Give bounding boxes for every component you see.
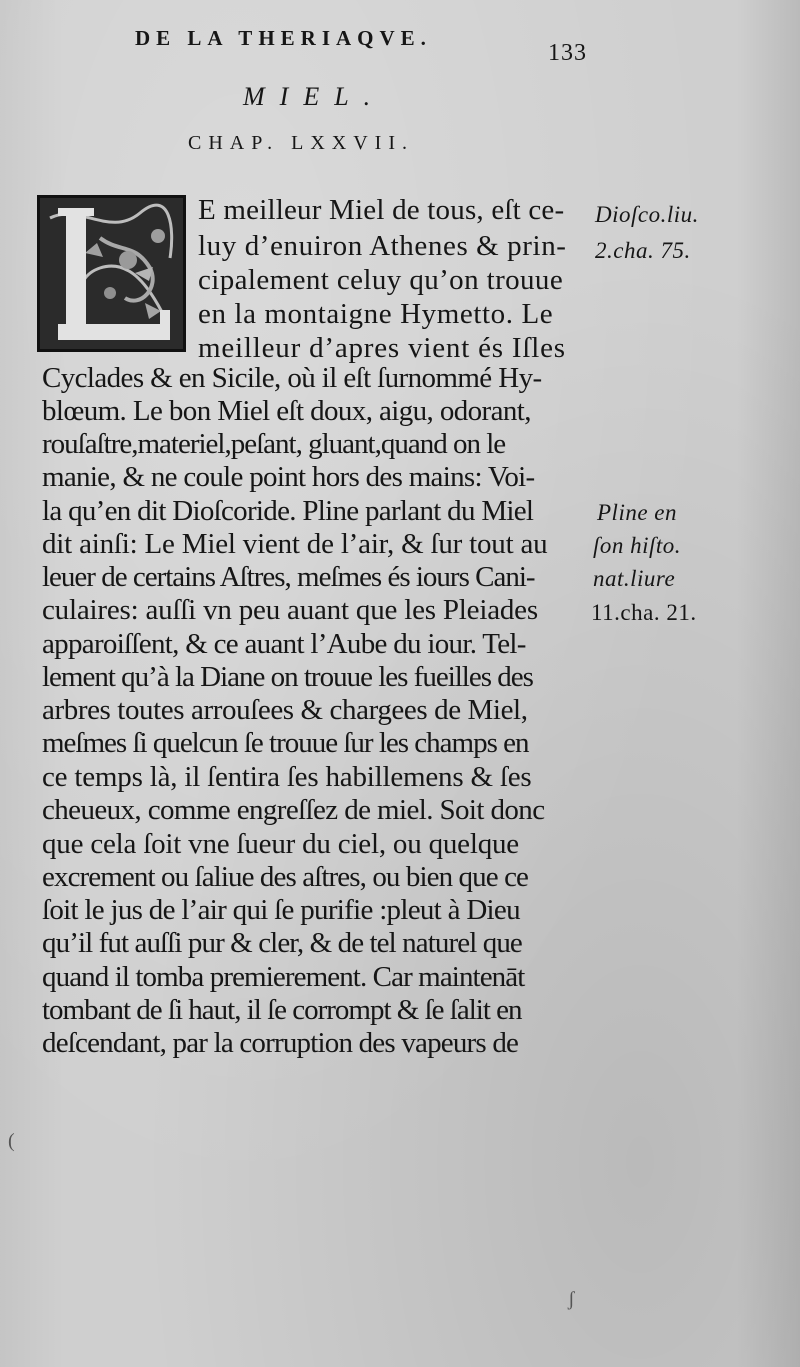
body-line: culaires: auſſi vn peu auant que les Pleiades (42, 594, 538, 626)
ornamental-initial-l (37, 195, 186, 352)
body-line: blœum. Le bon Miel eſt doux, aigu, odorant, (42, 395, 531, 427)
woodcut-ornament (40, 198, 183, 349)
body-line: E meilleur Miel de tous, eſt ce- (198, 194, 565, 226)
body-line: luy d’enuiron Athenes & prin- (198, 230, 567, 262)
marginal-note-pliny: Pline en (597, 500, 677, 525)
marginal-note-pliny: ſon hiſto. (593, 533, 682, 558)
body-line: en la montaigne Hymetto. Le (198, 298, 554, 330)
marginal-note-dioscorides: 2.cha. 75. (595, 238, 691, 263)
body-line: rouſaſtre,materiel,peſant, gluant,quand on le (42, 428, 506, 460)
body-line: ſoit le jus de l’air qui ſe purifie :pleut à Dieu (42, 894, 520, 926)
chapter-heading: CHAP. LXXVII. (188, 132, 414, 154)
body-line: ce temps là, il ſentira ſes habillemens & ſes (42, 761, 532, 793)
body-line: Cyclades & en Sicile, où il eſt ſurnommé Hy- (42, 362, 542, 394)
body-line: lement qu’à la Diane on trouue les fueilles des (42, 661, 533, 693)
body-line: manie, & ne coule point hors des mains: Voi- (42, 461, 535, 493)
running-title: DE LA THERIAQVE. (135, 26, 432, 50)
body-line: dit ainſi: Le Miel vient de l’air, & ſur tout au (42, 528, 548, 560)
body-line: quand il tomba premierement. Car maintenāt (42, 961, 525, 993)
body-line: deſcendant, par la corruption des vapeurs de (42, 1027, 519, 1059)
body-line: meſmes ſi quelcun ſe trouue ſur les champs en (42, 727, 529, 759)
body-line: cheueux, comme engreſſez de miel. Soit donc (42, 794, 545, 826)
section-title: MIEL. (243, 82, 386, 111)
body-line: arbres toutes arrouſees & chargees de Miel, (42, 694, 528, 726)
body-line: la qu’en dit Dioſcoride. Pline parlant du Miel (42, 495, 534, 527)
marginal-note-dioscorides: Dioſco.liu. (595, 202, 699, 227)
paper-speck: ʃ (568, 1288, 575, 1310)
page-number: 133 (548, 40, 587, 66)
body-line: excrement ou ſaliue des aſtres, ou bien que ce (42, 861, 529, 893)
body-line: meilleur d’apres vient és Iſles (198, 332, 566, 364)
body-line: leuer de certains Aſtres, meſmes és iours Cani- (42, 561, 535, 593)
marginal-note-pliny: 11.cha. 21. (591, 600, 697, 625)
body-line: que cela ſoit vne ſueur du ciel, ou quelque (42, 828, 519, 860)
marginal-note-pliny: nat.liure (593, 566, 676, 591)
body-line: qu’il fut auſſi pur & cler, & de tel naturel que (42, 927, 522, 959)
body-line: apparoiſſent, & ce auant l’Aube du iour. Tel- (42, 628, 526, 660)
body-line: cipalement celuy qu’on trouue (198, 264, 564, 296)
paper-speck: ( (8, 1130, 15, 1152)
body-line: tombant de ſi haut, il ſe corrompt & ſe ſalit en (42, 994, 522, 1026)
